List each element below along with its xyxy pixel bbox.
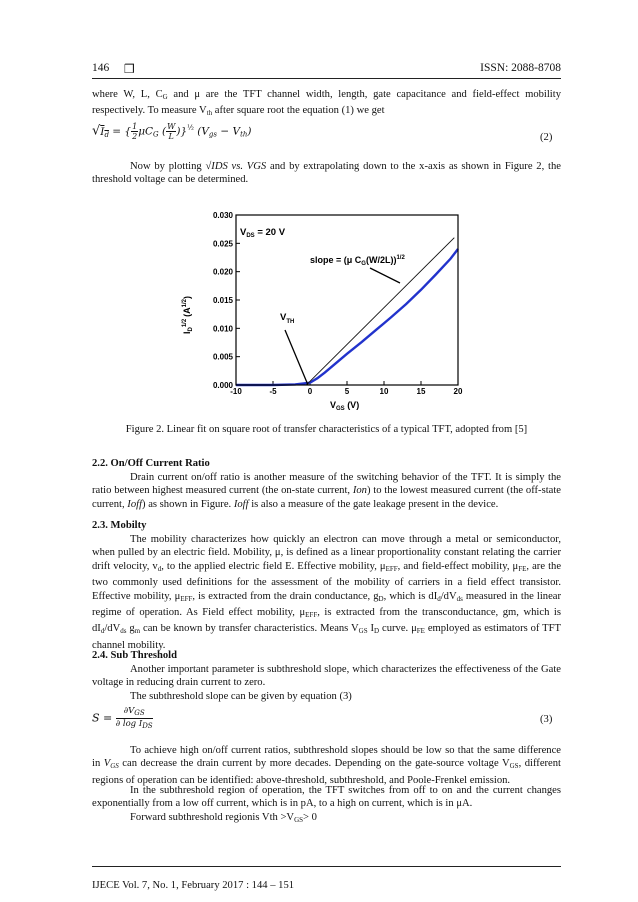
subthreshold-difference-paragraph: To achieve high on/off current ratios, subthreshold slopes should be low so that the same difference in $V_{GS}$ can decrease the drain current by more decades. Depending on the gate-source voltage $V_{GS}$, different regions of operation can be identified: above-threshold, subthreshold, and Poole-Frenkel emission. <box>92 745 561 786</box>
header-rule <box>92 78 561 79</box>
section-2-4-text1: Another important parameter is subthreshold slope, which characterizes the effectiveness of the Gate voltage in reducing drain current to zero. <box>92 664 561 689</box>
x-tick-label: 15 <box>416 387 426 396</box>
y-tick-label: 0.020 <box>212 267 233 277</box>
y-axis-label: $I_D^{1/2}(A^{1/2})$ <box>182 295 194 335</box>
section-2-4-title: 2.4. Sub Threshold <box>92 650 177 661</box>
footer-citation: IJECE Vol. 7, No. 1, February 2017 : 144 – 151 <box>92 880 295 891</box>
x-tick-label: 10 <box>379 387 389 396</box>
x-tick-label: -10 <box>230 387 242 396</box>
box-icon: ❒ <box>124 62 135 76</box>
section-2-4-text2: The subthreshold slope can be given by equation (3) <box>130 691 352 702</box>
intro-paragraph: where W, L, $C_G$ and μ are the TFT channel width, length, gate capacitance and field-effect mobility respectively. To measure $V_{th}$ after square root the equation (1) we get <box>92 89 561 118</box>
slope-annotation: slope = (μ $C_G(W/2L))^{1/2}$ <box>310 255 405 267</box>
x-axis-label: $V_{GS}$ (V) <box>330 400 360 412</box>
issn: ISSN: 2088-8708 <box>480 62 561 74</box>
forward-subthreshold-paragraph: Forward subthreshold regionis Vth $>V_{GS}> 0$ <box>130 812 317 824</box>
y-tick-label: 0.000 <box>212 381 233 390</box>
y-tick-label: 0.025 <box>212 239 233 249</box>
figure-caption: Figure 2. Linear fit on square root of transfer characteristics of a typical TFT, adopted from [5] <box>125 424 528 435</box>
y-tick-label: 0.010 <box>212 324 233 334</box>
x-tick-label: 20 <box>453 387 463 396</box>
subthreshold-region-paragraph: In the subthreshold region of operation, the TFT switches from off to on and the current changes exponentially from a low off current, which is in pA, to a high on current, which is in μA. <box>92 785 561 810</box>
x-tick-label: 5 <box>344 387 350 396</box>
equation-2: $√I_d$ = { $\frac{1}{2}$ $\mu C_G$ ( $\frac{W}{L}$ )}$^{\frac{1}{2}}$ $(V_{gs} - V_{th})$ <box>92 122 252 141</box>
section-2-3-text: The mobility characterizes how quickly an electron can move through a metal or semiconductor, when pulled by an electric field. Mobility, μ, is defined as a linear proportionality constant relating the carrier drift velocity, $v_d$, to the applied electric field E. Effective mobility, $\mu_{EFF}$, and field-effect mobility, $\mu_{FE}$, are the two commonly used definitions for the assessment of the mobility of carriers in a field effect transistor. Effective mobility, $\mu_{EFF}$, is extracted from the drain conductance, $g_D$, which is $dI_d/dV_{ds}$ measured in the linear regime of operation. As Field effect mobility, $\mu_{EFF}$, is extracted from the transconductance, gm, which is $dI_d/dV_{ds}$ $g_m$ can be known by transfer characteristics. Means $V_{GS}$ $I_D$ curve. $\mu_{FE}$ employed as estimators of TFT channel mobility. <box>92 534 562 651</box>
vds-annotation: $V_{DS} = 20$ V <box>240 227 286 239</box>
y-tick-label: 0.005 <box>212 352 233 362</box>
vth-annotation: $V_{TH}$ <box>280 312 295 325</box>
transfer-chart <box>160 205 480 415</box>
equation-3: S = $\frac{\partial V_{GS}}{\partial \log I_{DS}}$ <box>92 706 153 730</box>
section-2-2-title: 2.2. On/Off Current Ratio <box>92 458 210 469</box>
footer-rule <box>92 866 561 867</box>
equation-3-number: (3) <box>540 714 553 725</box>
slope-pointer <box>370 268 400 283</box>
plotting-paragraph: Now by plotting √IDS vs. VGS and by extrapolating down to the x-axis as shown in Figure 2, the threshold voltage can be determined. <box>92 161 561 186</box>
vth-pointer <box>285 330 308 385</box>
section-2-3-title: 2.3. Mobilty <box>92 520 147 531</box>
page-number: 146 <box>92 62 110 74</box>
plot-frame <box>236 215 458 385</box>
y-tick-label: 0.015 <box>212 296 233 305</box>
measured-series-line <box>236 249 458 385</box>
section-2-2-text: Drain current on/off ratio is another measure of the switching behavior of the TFT. It is simply the ratio between highest measured current (the on-state current, Ion) to the lowest measured current (the off-state current, Ioff) as shown in Figure. Ioff is also a measure of the gate leakage present in the device. <box>92 472 561 510</box>
x-tick-label: -5 <box>269 387 277 396</box>
x-tick-label: 0 <box>307 387 313 396</box>
y-tick-label: 0.030 <box>212 211 233 220</box>
equation-2-number: (2) <box>540 132 553 143</box>
